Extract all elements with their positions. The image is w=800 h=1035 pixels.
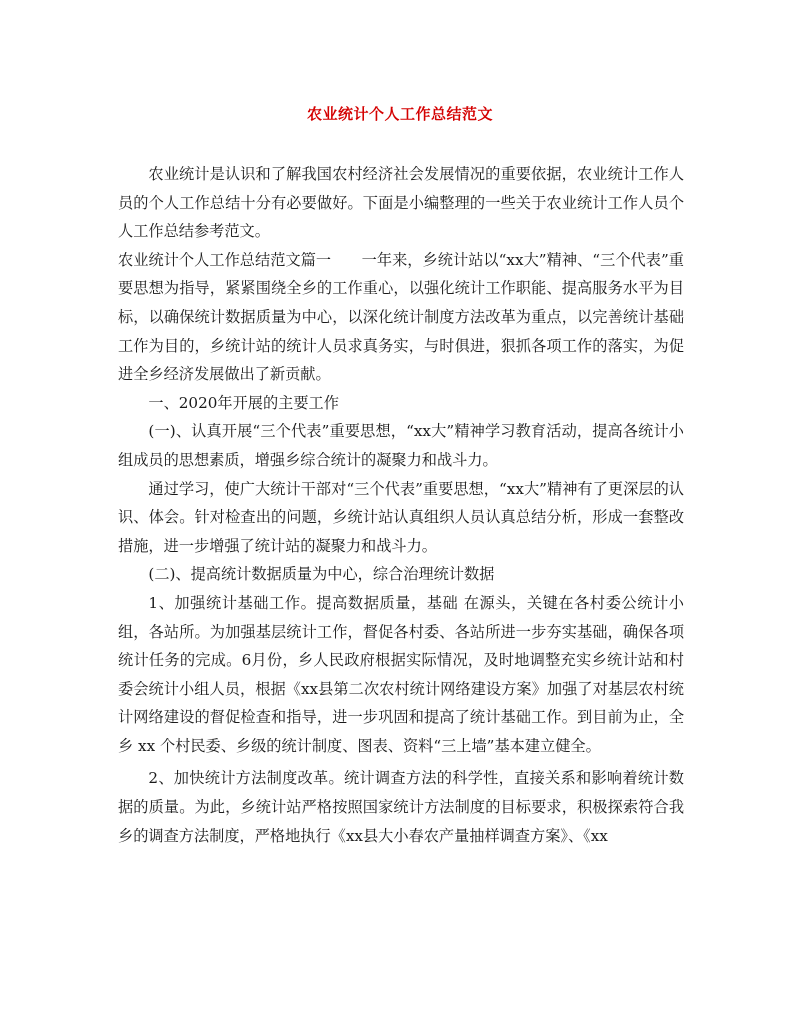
section-one-paragraph: 农业统计个人工作总结范文篇一 一年来，乡统计站以“xx大”精神、“三个代表”重要思想为指导，紧紧围绕全乡的工作重心，以强化统计工作职能、提高服务水平为目标，以确保统计数据质量为中心，以深化统计制度方法改革为重点，以完善统计基础工作为目的，乡统计站的统计人员求真务实，与时俱进，狠抓各项工作的落实，为促进全乡经济发展做出了新贡献。 — [118, 250, 684, 384]
document-body — [118, 160, 684, 850]
subheading-one: (一)、认真开展“三个代表”重要思想，“xx大”精神学习教育活动，提高各统计小组成员的思想素质，增强乡综合统计的凝聚力和战斗力。 — [118, 422, 684, 469]
document-title: 农业统计个人工作总结范文 — [306, 105, 493, 123]
item-one-paragraph: 1、加强统计基础工作。提高数据质量，基础 在源头，关键在各村委公统计小组，各站所。为加强基层统计工作，督促各村委、各站所进一步夯实基础，确保各项统计任务的完成。6月份，乡人民政府根据实际情况，及时地调整充实乡统计站和村委会统计小组人员，根据《xx县第二次农村统计网络建设方案》加强了对基层农村统计网络建设的督促检查和指导，进一步巩固和提高了统计基础工作。到目前为止，全乡 xx 个村民委、乡级的统计制度、图表、资料“三上墙”基本建立健全。 — [118, 593, 684, 755]
intro-paragraph: 农业统计是认识和了解我国农村经济社会发展情况的重要依据，农业统计工作人员的个人工作总结十分有必要做好。下面是小编整理的一些关于农业统计工作人员个人工作总结参考范文。 — [118, 165, 684, 241]
item-two-paragraph: 2、加快统计方法制度改革。统计调查方法的科学性，直接关系和影响着统计数据的质量。为此，乡统计站严格按照国家统计方法制度的目标要求，积极探索符合我乡的调查方法制度，严格地执行《xx县大小春农产量抽样调查方案》、《xx — [118, 769, 684, 845]
heading-main-work: 一、2020年开展的主要工作 — [148, 393, 339, 412]
study-paragraph: 通过学习，使广大统计干部对“三个代表”重要思想，“xx大”精神有了更深层的认识、体会。针对检查出的问题，乡统计站认真组织人员认真总结分析，形成一套整改措施，进一步增强了统计站的凝聚力和战斗力。 — [118, 479, 684, 555]
subheading-two: (二)、提高统计数据质量为中心，综合治理统计数据 — [148, 565, 495, 584]
